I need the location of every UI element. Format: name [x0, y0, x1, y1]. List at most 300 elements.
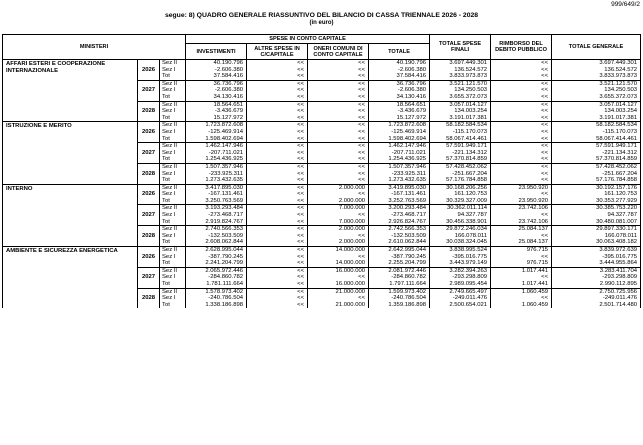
- oneri-comuni-cell: 21.000.000: [308, 288, 369, 295]
- oneri-comuni-cell: 2.000.000: [308, 239, 369, 246]
- spese-finali-cell: 30.329.327.009: [430, 198, 491, 205]
- oneri-comuni-cell: <<: [308, 94, 369, 101]
- oneri-comuni-cell: <<: [308, 191, 369, 198]
- altre-spese-cell: <<: [247, 115, 308, 122]
- row-label: Sez I: [160, 274, 186, 281]
- ministry-name: AMBIENTE E SICUREZZA ENERGETICA: [3, 247, 138, 309]
- altre-spese-cell: <<: [247, 177, 308, 184]
- investimenti-cell: 2.065.972.446: [186, 267, 247, 274]
- row-label: Tot: [160, 302, 186, 309]
- totale-cell: -240.786.504: [369, 295, 430, 302]
- totale-cell: -284.860.782: [369, 274, 430, 281]
- investimenti-cell: 15.127.972: [186, 115, 247, 122]
- totale-generale-cell: -221.134.312: [552, 150, 641, 157]
- investimenti-cell: -233.925.311: [186, 171, 247, 178]
- rimborso-cell: 1.060.459: [491, 302, 552, 309]
- oneri-comuni-cell: <<: [308, 212, 369, 219]
- budget-table: [2, 34, 641, 308]
- altre-spese-cell: <<: [247, 274, 308, 281]
- investimenti-cell: 2.740.566.353: [186, 226, 247, 233]
- rimborso-cell: 23.742.106: [491, 219, 552, 226]
- oneri-comuni-cell: <<: [308, 274, 369, 281]
- row-label: Sez I: [160, 191, 186, 198]
- altre-spese-cell: <<: [247, 260, 308, 267]
- altre-spese-cell: <<: [247, 198, 308, 205]
- totale-cell: 1.598.402.694: [369, 136, 430, 143]
- totale-generale-cell: 30.192.157.176: [552, 184, 641, 191]
- totale-cell: 1.507.357.946: [369, 163, 430, 170]
- totale-generale-cell: 134.003.254: [552, 108, 641, 115]
- totale-cell: -387.790.245: [369, 254, 430, 261]
- table-row: [3, 247, 641, 254]
- totale-cell: 18.564.651: [369, 101, 430, 108]
- investimenti-cell: 36.736.796: [186, 80, 247, 87]
- row-label: Sez II: [160, 163, 186, 170]
- spese-finali-cell: 3.443.979.149: [430, 260, 491, 267]
- investimenti-cell: -167.131.461: [186, 191, 247, 198]
- row-label: Tot: [160, 198, 186, 205]
- oneri-comuni-cell: <<: [308, 171, 369, 178]
- spese-finali-cell: 3.191.017.381: [430, 115, 491, 122]
- year-cell: 2028: [138, 226, 160, 247]
- altre-spese-cell: <<: [247, 122, 308, 129]
- rimborso-cell: <<: [491, 143, 552, 150]
- investimenti-cell: -125.469.914: [186, 129, 247, 136]
- row-label: Sez I: [160, 171, 186, 178]
- oneri-comuni-cell: 2.000.000: [308, 226, 369, 233]
- row-label: Tot: [160, 219, 186, 226]
- row-label: Sez II: [160, 184, 186, 191]
- totale-cell: -273.468.717: [369, 212, 430, 219]
- rimborso-cell: <<: [491, 115, 552, 122]
- table-row: [3, 184, 641, 191]
- altre-spese-cell: <<: [247, 233, 308, 240]
- spese-finali-cell: -249.011.476: [430, 295, 491, 302]
- totale-generale-cell: 161.120.753: [552, 191, 641, 198]
- investimenti-cell: -3.436.679: [186, 108, 247, 115]
- rimborso-cell: <<: [491, 87, 552, 94]
- investimenti-cell: 1.273.432.635: [186, 177, 247, 184]
- investimenti-cell: 2.241.204.799: [186, 260, 247, 267]
- totale-cell: 3.419.895.030: [369, 184, 430, 191]
- year-cell: 2026: [138, 184, 160, 205]
- altre-spese-cell: <<: [247, 226, 308, 233]
- totale-cell: 1.273.432.635: [369, 177, 430, 184]
- investimenti-cell: -387.790.245: [186, 254, 247, 261]
- totale-cell: 1.797.111.664: [369, 281, 430, 288]
- row-label: Sez I: [160, 254, 186, 261]
- oneri-comuni-cell: <<: [308, 73, 369, 80]
- spese-finali-cell: 2.989.095.454: [430, 281, 491, 288]
- investimenti-cell: -273.468.717: [186, 212, 247, 219]
- rimborso-cell: <<: [491, 122, 552, 129]
- spese-finali-cell: 3.057.014.127: [430, 101, 491, 108]
- row-label: Tot: [160, 177, 186, 184]
- header-investimenti: INVESTIMENTI: [186, 44, 247, 60]
- row-label: Sez II: [160, 226, 186, 233]
- rimborso-cell: <<: [491, 80, 552, 87]
- totale-generale-cell: 3.521.121.570: [552, 80, 641, 87]
- totale-generale-cell: -115.170.073: [552, 129, 641, 136]
- oneri-comuni-cell: <<: [308, 80, 369, 87]
- altre-spese-cell: <<: [247, 295, 308, 302]
- totale-generale-cell: 3.444.955.864: [552, 260, 641, 267]
- totale-cell: 1.462.147.946: [369, 143, 430, 150]
- spese-finali-cell: 57.176.784.858: [430, 177, 491, 184]
- spese-finali-cell: 29.872.246.034: [430, 226, 491, 233]
- row-label: Sez II: [160, 267, 186, 274]
- table-header: [3, 35, 641, 60]
- spese-finali-cell: 3.521.121.570: [430, 80, 491, 87]
- investimenti-cell: 2.628.995.044: [186, 247, 247, 254]
- investimenti-cell: 1.507.357.946: [186, 163, 247, 170]
- totale-generale-cell: 30.063.408.182: [552, 239, 641, 246]
- oneri-comuni-cell: <<: [308, 233, 369, 240]
- investimenti-cell: -2.606.380: [186, 67, 247, 74]
- rimborso-cell: 976.715: [491, 247, 552, 254]
- totale-generale-cell: -293.298.809: [552, 274, 641, 281]
- altre-spese-cell: <<: [247, 73, 308, 80]
- oneri-comuni-cell: <<: [308, 295, 369, 302]
- row-label: Tot: [160, 115, 186, 122]
- row-label: Sez I: [160, 87, 186, 94]
- rimborso-cell: <<: [491, 254, 552, 261]
- altre-spese-cell: <<: [247, 136, 308, 143]
- investimenti-cell: 1.781.111.664: [186, 281, 247, 288]
- rimborso-cell: <<: [491, 60, 552, 67]
- oneri-comuni-cell: 16.000.000: [308, 267, 369, 274]
- year-cell: 2026: [138, 122, 160, 143]
- totale-cell: 1.254.436.925: [369, 156, 430, 163]
- row-label: Tot: [160, 136, 186, 143]
- rimborso-cell: <<: [491, 295, 552, 302]
- altre-spese-cell: <<: [247, 239, 308, 246]
- totale-generale-cell: -251.667.204: [552, 171, 641, 178]
- investimenti-cell: -240.786.504: [186, 295, 247, 302]
- spese-finali-cell: 3.655.372.073: [430, 94, 491, 101]
- oneri-comuni-cell: 14.000.000: [308, 260, 369, 267]
- altre-spese-cell: <<: [247, 143, 308, 150]
- spese-finali-cell: 57.591.949.171: [430, 143, 491, 150]
- totale-generale-cell: 30.353.277.929: [552, 198, 641, 205]
- header-totale-spese-finali: TOTALE SPESE FINALI: [430, 35, 491, 60]
- ministry-name: INTERNO: [3, 184, 138, 246]
- spese-finali-cell: 58.067.414.461: [430, 136, 491, 143]
- oneri-comuni-cell: <<: [308, 177, 369, 184]
- spese-finali-cell: -251.667.204: [430, 171, 491, 178]
- oneri-comuni-cell: <<: [308, 101, 369, 108]
- row-label: Sez I: [160, 67, 186, 74]
- rimborso-cell: <<: [491, 233, 552, 240]
- header-altre-spese: ALTRE SPESE IN C/CAPITALE: [247, 44, 308, 60]
- rimborso-cell: <<: [491, 156, 552, 163]
- header-ministeri: MINISTERI: [3, 35, 186, 60]
- investimenti-cell: -132.503.509: [186, 233, 247, 240]
- totale-cell: 2.742.566.353: [369, 226, 430, 233]
- row-label: Sez I: [160, 233, 186, 240]
- spese-finali-cell: 57.428.452.062: [430, 163, 491, 170]
- rimborso-cell: 25.084.137: [491, 226, 552, 233]
- totale-cell: -132.503.509: [369, 233, 430, 240]
- rimborso-cell: 1.017.441: [491, 281, 552, 288]
- investimenti-cell: -284.860.782: [186, 274, 247, 281]
- investimenti-cell: 1.338.186.898: [186, 302, 247, 309]
- totale-generale-cell: 57.428.452.062: [552, 163, 641, 170]
- year-cell: 2027: [138, 267, 160, 288]
- year-cell: 2028: [138, 163, 160, 184]
- totale-generale-cell: -249.011.476: [552, 295, 641, 302]
- year-cell: 2027: [138, 80, 160, 101]
- investimenti-cell: 1.723.872.608: [186, 122, 247, 129]
- totale-cell: 34.130.416: [369, 94, 430, 101]
- altre-spese-cell: <<: [247, 171, 308, 178]
- oneri-comuni-cell: <<: [308, 87, 369, 94]
- totale-generale-cell: 3.057.014.127: [552, 101, 641, 108]
- totale-generale-cell: 94.327.787: [552, 212, 641, 219]
- spese-finali-cell: 3.282.394.263: [430, 267, 491, 274]
- totale-generale-cell: 3.283.411.704: [552, 267, 641, 274]
- spese-finali-cell: 166.078.011: [430, 233, 491, 240]
- ministry-name: ISTRUZIONE E MERITO: [3, 122, 138, 184]
- altre-spese-cell: <<: [247, 60, 308, 67]
- ministry-name: AFFARI ESTERI E COOPERAZIONE INTERNAZIONALE: [3, 60, 138, 122]
- table-body: [3, 60, 641, 309]
- spese-finali-cell: 30.362.011.114: [430, 205, 491, 212]
- altre-spese-cell: <<: [247, 87, 308, 94]
- spese-finali-cell: 30.168.206.256: [430, 184, 491, 191]
- totale-cell: -2.606.380: [369, 67, 430, 74]
- spese-finali-cell: 134.003.254: [430, 108, 491, 115]
- header-totale: TOTALE: [369, 44, 430, 60]
- totale-generale-cell: 29.897.330.171: [552, 226, 641, 233]
- row-label: Sez II: [160, 80, 186, 87]
- totale-cell: 3.200.293.484: [369, 205, 430, 212]
- rimborso-cell: <<: [491, 274, 552, 281]
- totale-cell: 2.081.972.446: [369, 267, 430, 274]
- row-label: Sez II: [160, 288, 186, 295]
- investimenti-cell: 1.598.402.694: [186, 136, 247, 143]
- spese-finali-cell: 58.182.584.534: [430, 122, 491, 129]
- investimenti-cell: 3.417.895.030: [186, 184, 247, 191]
- rimborso-cell: <<: [491, 94, 552, 101]
- header-totale-generale: TOTALE GENERALE: [552, 35, 641, 60]
- totale-generale-cell: 3.697.449.301: [552, 60, 641, 67]
- totale-generale-cell: 57.370.814.859: [552, 156, 641, 163]
- row-label: Sez II: [160, 122, 186, 129]
- investimenti-cell: 2.919.824.767: [186, 219, 247, 226]
- altre-spese-cell: <<: [247, 267, 308, 274]
- spese-finali-cell: 94.327.787: [430, 212, 491, 219]
- investimenti-cell: 40.190.796: [186, 60, 247, 67]
- investimenti-cell: -207.711.021: [186, 150, 247, 157]
- spese-finali-cell: 2.500.654.021: [430, 302, 491, 309]
- totale-generale-cell: 3.839.972.639: [552, 247, 641, 254]
- totale-generale-cell: 58.067.414.461: [552, 136, 641, 143]
- rimborso-cell: <<: [491, 136, 552, 143]
- oneri-comuni-cell: <<: [308, 67, 369, 74]
- row-label: Sez II: [160, 247, 186, 254]
- totale-cell: 36.736.796: [369, 80, 430, 87]
- spese-finali-cell: 3.838.995.524: [430, 247, 491, 254]
- investimenti-cell: 1.462.147.946: [186, 143, 247, 150]
- altre-spese-cell: <<: [247, 184, 308, 191]
- rimborso-cell: <<: [491, 129, 552, 136]
- totale-cell: -167.131.461: [369, 191, 430, 198]
- totale-generale-cell: 3.655.372.073: [552, 94, 641, 101]
- header-oneri-comuni: ONERI COMUNI DI CONTO CAPITALE: [308, 44, 369, 60]
- page-number: 999/649/2: [611, 1, 640, 8]
- altre-spese-cell: <<: [247, 80, 308, 87]
- rimborso-cell: <<: [491, 73, 552, 80]
- spese-finali-cell: 30.038.324.045: [430, 239, 491, 246]
- oneri-comuni-cell: <<: [308, 150, 369, 157]
- oneri-comuni-cell: <<: [308, 163, 369, 170]
- totale-generale-cell: 3.191.017.381: [552, 115, 641, 122]
- totale-cell: -2.606.380: [369, 87, 430, 94]
- investimenti-cell: 3.193.293.484: [186, 205, 247, 212]
- rimborso-cell: <<: [491, 212, 552, 219]
- oneri-comuni-cell: <<: [308, 122, 369, 129]
- row-label: Sez I: [160, 295, 186, 302]
- spese-finali-cell: -221.134.312: [430, 150, 491, 157]
- totale-cell: 1.599.973.402: [369, 288, 430, 295]
- totale-cell: -3.436.679: [369, 108, 430, 115]
- totale-generale-cell: 2.501.714.480: [552, 302, 641, 309]
- oneri-comuni-cell: <<: [308, 60, 369, 67]
- row-label: Tot: [160, 239, 186, 246]
- investimenti-cell: 1.254.436.925: [186, 156, 247, 163]
- oneri-comuni-cell: 7.000.000: [308, 205, 369, 212]
- oneri-comuni-cell: <<: [308, 115, 369, 122]
- page-title: segue: 8) QUADRO GENERALE RIASSUNTIVO DEL BILANCIO DI CASSA TRIENNALE 2026 - 2028: [164, 12, 479, 19]
- spese-finali-cell: 136.524.572: [430, 67, 491, 74]
- totale-cell: 2.610.062.844: [369, 239, 430, 246]
- row-label: Sez I: [160, 150, 186, 157]
- totale-cell: 15.127.972: [369, 115, 430, 122]
- altre-spese-cell: <<: [247, 94, 308, 101]
- oneri-comuni-cell: <<: [308, 156, 369, 163]
- spese-finali-cell: 57.370.814.859: [430, 156, 491, 163]
- oneri-comuni-cell: 14.000.000: [308, 247, 369, 254]
- totale-generale-cell: 3.833.973.873: [552, 73, 641, 80]
- altre-spese-cell: <<: [247, 219, 308, 226]
- year-cell: 2026: [138, 247, 160, 268]
- rimborso-cell: 25.084.137: [491, 239, 552, 246]
- rimborso-cell: <<: [491, 171, 552, 178]
- header-spese-conto-capitale: SPESE IN CONTO CAPITALE: [186, 35, 430, 44]
- oneri-comuni-cell: <<: [308, 136, 369, 143]
- totale-generale-cell: 57.176.784.858: [552, 177, 641, 184]
- page-unit: (in euro): [309, 20, 334, 26]
- row-label: Tot: [160, 281, 186, 288]
- row-label: Tot: [160, 73, 186, 80]
- spese-finali-cell: -293.298.809: [430, 274, 491, 281]
- row-label: Sez I: [160, 108, 186, 115]
- rimborso-cell: <<: [491, 101, 552, 108]
- totale-cell: -125.469.914: [369, 129, 430, 136]
- spese-finali-cell: -115.170.073: [430, 129, 491, 136]
- row-label: Sez II: [160, 60, 186, 67]
- oneri-comuni-cell: 2.000.000: [308, 184, 369, 191]
- oneri-comuni-cell: <<: [308, 254, 369, 261]
- altre-spese-cell: <<: [247, 212, 308, 219]
- oneri-comuni-cell: 2.000.000: [308, 198, 369, 205]
- totale-generale-cell: 2.990.112.895: [552, 281, 641, 288]
- table-row: [3, 122, 641, 129]
- spese-finali-cell: 2.749.665.497: [430, 288, 491, 295]
- rimborso-cell: 1.060.459: [491, 288, 552, 295]
- spese-finali-cell: 3.697.449.301: [430, 60, 491, 67]
- rimborso-cell: <<: [491, 163, 552, 170]
- totale-cell: 1.359.186.898: [369, 302, 430, 309]
- row-label: Sez II: [160, 205, 186, 212]
- altre-spese-cell: <<: [247, 205, 308, 212]
- spese-finali-cell: 30.456.338.901: [430, 219, 491, 226]
- rimborso-cell: 23.950.920: [491, 198, 552, 205]
- totale-generale-cell: 57.591.949.171: [552, 143, 641, 150]
- totale-cell: -233.925.311: [369, 171, 430, 178]
- row-label: Sez II: [160, 143, 186, 150]
- totale-generale-cell: 30.385.753.220: [552, 205, 641, 212]
- totale-cell: 2.255.204.799: [369, 260, 430, 267]
- investimenti-cell: 37.584.416: [186, 73, 247, 80]
- rimborso-cell: <<: [491, 150, 552, 157]
- altre-spese-cell: <<: [247, 67, 308, 74]
- altre-spese-cell: <<: [247, 288, 308, 295]
- investimenti-cell: 2.608.062.844: [186, 239, 247, 246]
- oneri-comuni-cell: 7.000.000: [308, 219, 369, 226]
- totale-generale-cell: -395.016.775: [552, 254, 641, 261]
- altre-spese-cell: <<: [247, 281, 308, 288]
- totale-cell: 2.926.824.767: [369, 219, 430, 226]
- row-label: Tot: [160, 260, 186, 267]
- altre-spese-cell: <<: [247, 101, 308, 108]
- rimborso-cell: 976.715: [491, 260, 552, 267]
- totale-cell: 2.642.995.044: [369, 247, 430, 254]
- oneri-comuni-cell: 21.000.000: [308, 302, 369, 309]
- table-row: [3, 60, 641, 67]
- totale-cell: 40.190.796: [369, 60, 430, 67]
- totale-generale-cell: 166.078.011: [552, 233, 641, 240]
- oneri-comuni-cell: <<: [308, 143, 369, 150]
- rimborso-cell: <<: [491, 108, 552, 115]
- totale-generale-cell: 58.182.584.534: [552, 122, 641, 129]
- altre-spese-cell: <<: [247, 163, 308, 170]
- year-cell: 2026: [138, 60, 160, 81]
- spese-finali-cell: -395.016.775: [430, 254, 491, 261]
- spese-finali-cell: 161.120.753: [430, 191, 491, 198]
- totale-cell: 1.723.872.608: [369, 122, 430, 129]
- rimborso-cell: <<: [491, 67, 552, 74]
- spese-finali-cell: 134.250.503: [430, 87, 491, 94]
- totale-generale-cell: 134.250.503: [552, 87, 641, 94]
- rimborso-cell: <<: [491, 191, 552, 198]
- investimenti-cell: 3.250.763.569: [186, 198, 247, 205]
- oneri-comuni-cell: 16.000.000: [308, 281, 369, 288]
- totale-cell: 37.584.416: [369, 73, 430, 80]
- rimborso-cell: 23.742.106: [491, 205, 552, 212]
- totale-generale-cell: 30.480.081.007: [552, 219, 641, 226]
- investimenti-cell: 1.578.973.402: [186, 288, 247, 295]
- totale-cell: 3.252.763.569: [369, 198, 430, 205]
- year-cell: 2028: [138, 288, 160, 308]
- row-label: Tot: [160, 94, 186, 101]
- header-rimborso: RIMBORSO DEL DEBITO PUBBLICO: [491, 35, 552, 60]
- altre-spese-cell: <<: [247, 150, 308, 157]
- row-label: Sez II: [160, 101, 186, 108]
- row-label: Sez I: [160, 129, 186, 136]
- row-label: Sez I: [160, 212, 186, 219]
